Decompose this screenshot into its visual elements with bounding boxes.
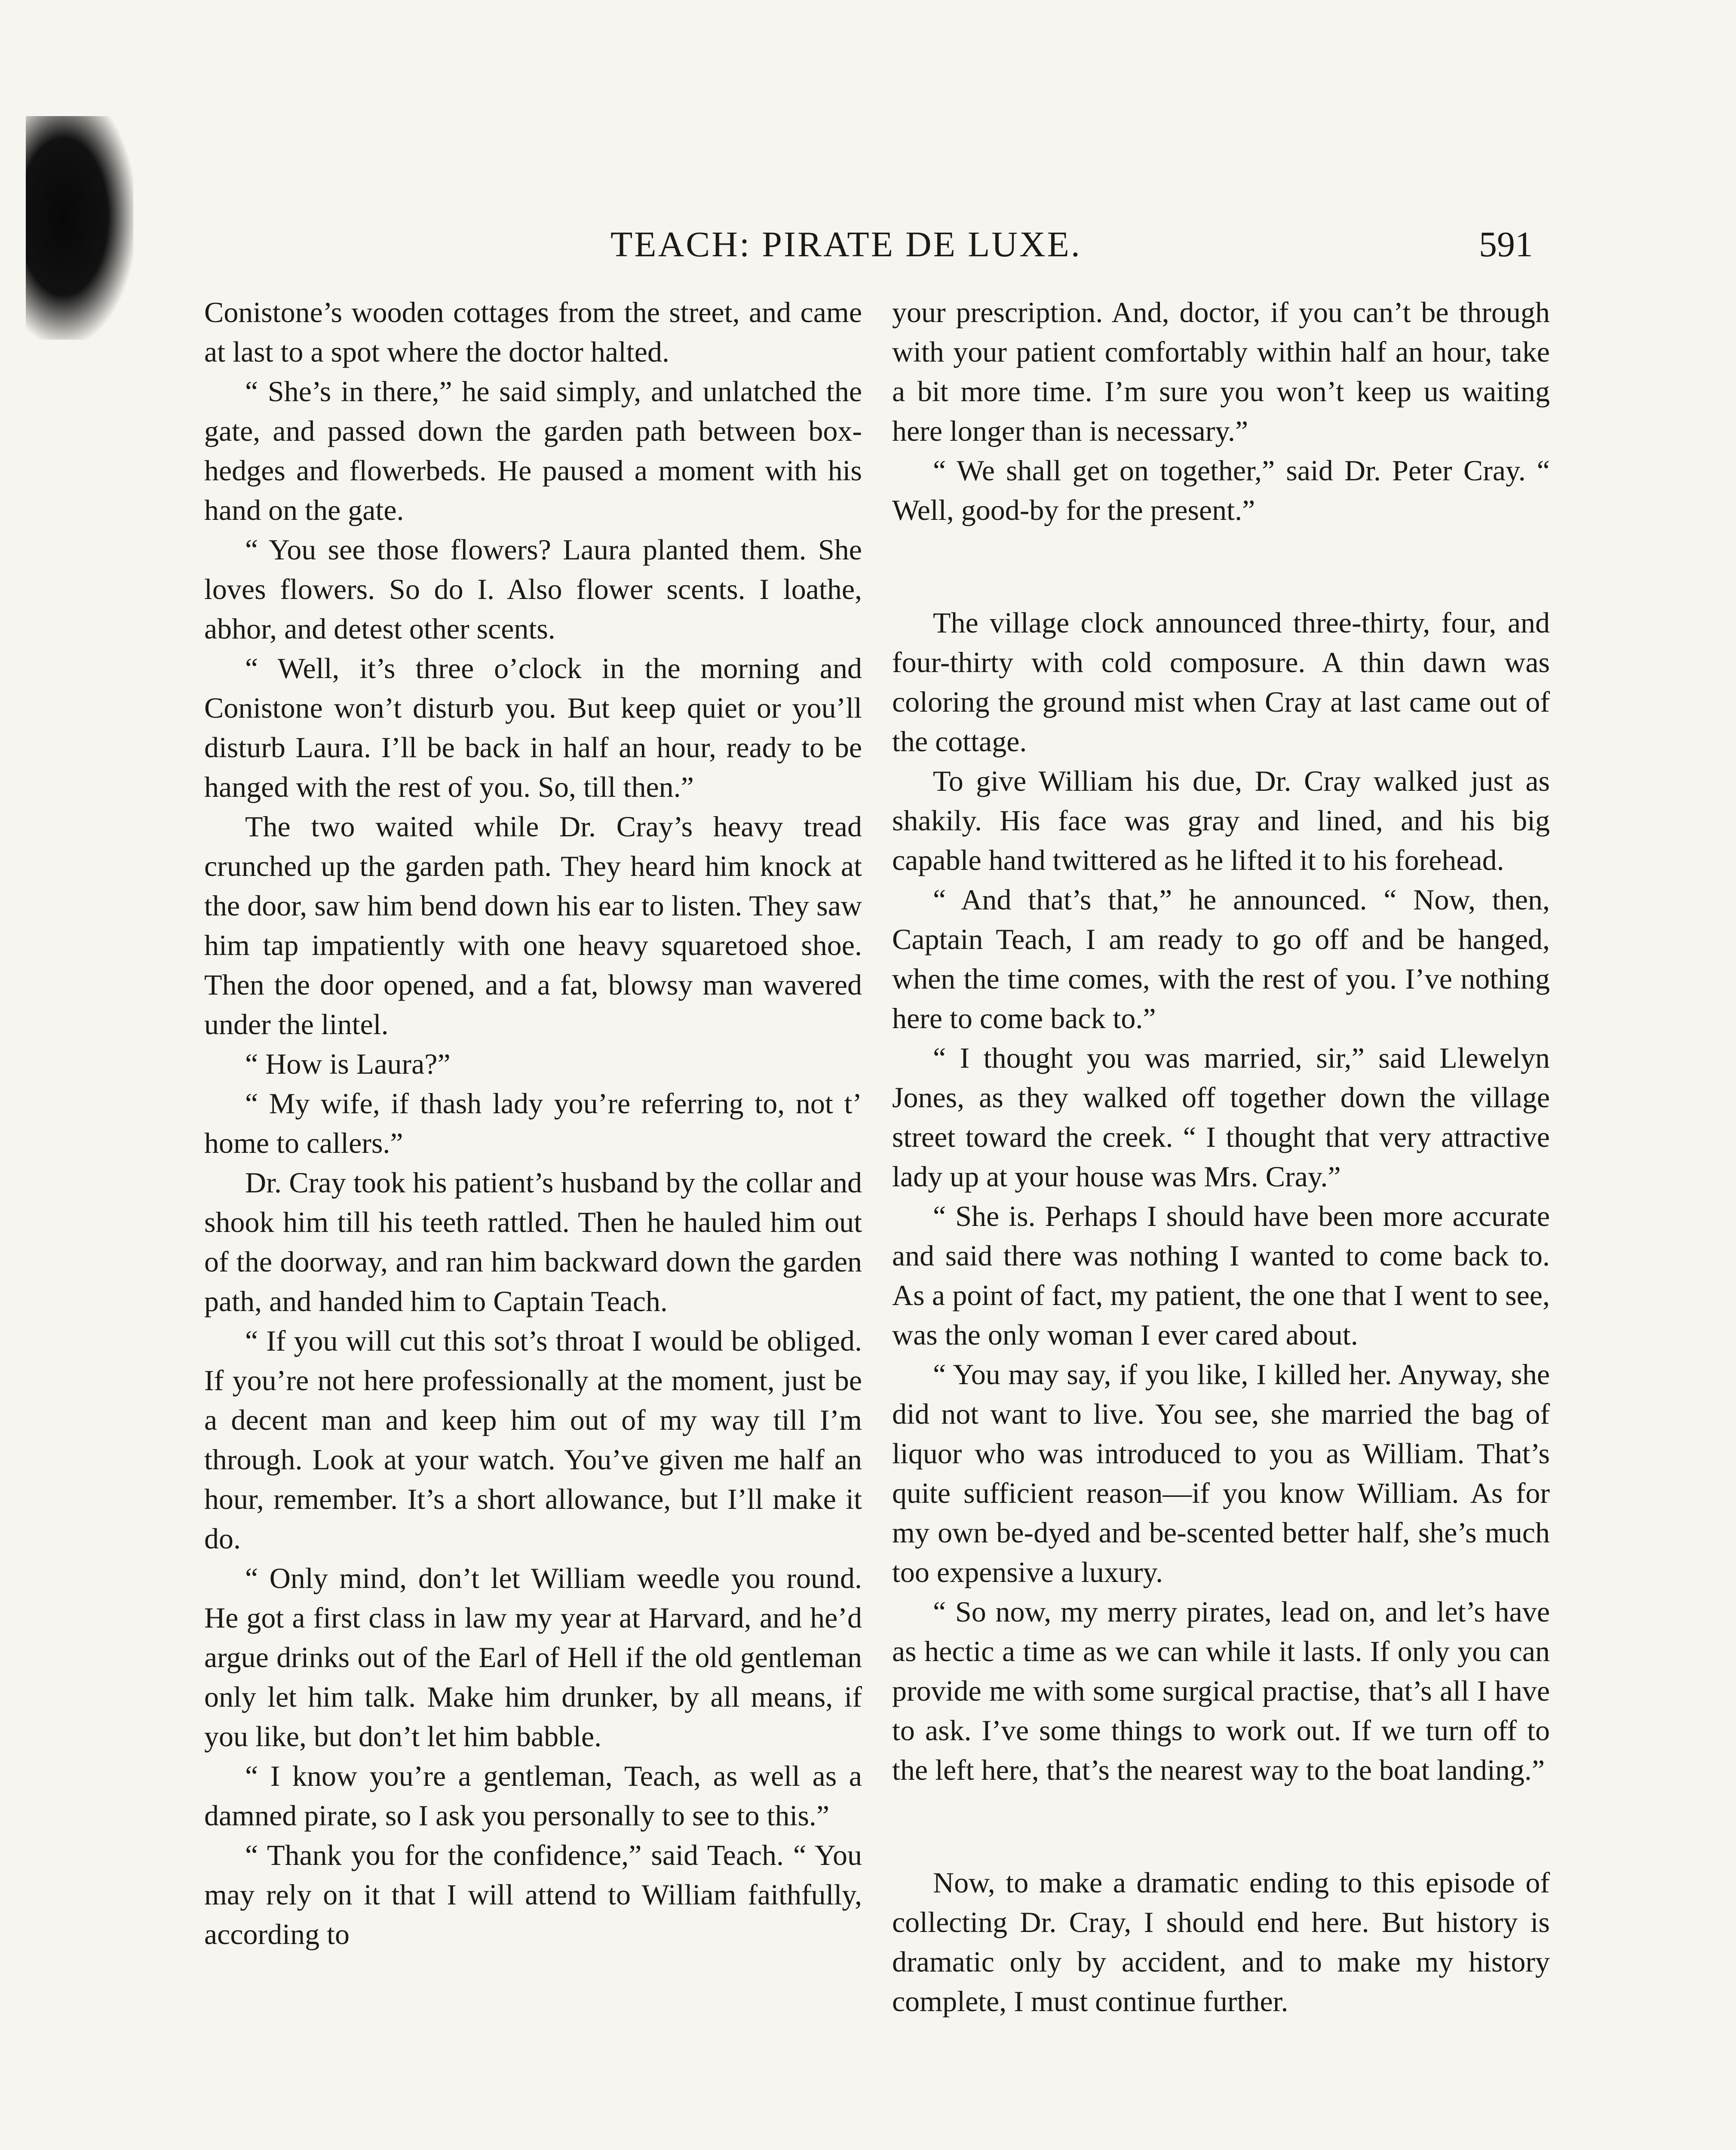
paragraph: “ Thank you for the confidence,” said Teach. “ You may rely on it that I will attend to William faithfully, according to	[204, 1839, 862, 1950]
running-head: TEACH: PIRATE DE LUXE.	[610, 224, 1082, 264]
paragraph: your prescription. And, doctor, if you can’t be through with your patient comfortably within half an hour, take a bit more time. I’m sure you won’t keep us waiting here longer than is necessary.”	[892, 296, 1550, 447]
page-header	[0, 224, 1736, 288]
paragraph: “ She is. Perhaps I should have been more accurate and said there was nothing I wanted to come back to. As a point of fact, my patient, the one that I went to see, was the only woman I ever cared about.	[892, 1200, 1550, 1351]
paragraph: “ You may say, if you like, I killed her. Anyway, she did not want to live. You see, she married the bag of liquor who was introduced to you as William. That’s quite sufficient reason—if you know William. As for my own be-dyed and be-scented better half, she’s much too expensive a luxury.	[892, 1358, 1550, 1588]
paragraph: “ We shall get on together,” said Dr. Peter Cray. “ Well, good-by for the present.”	[892, 454, 1550, 526]
paragraph: “ So now, my merry pirates, lead on, and let’s have as hectic a time as we can while it lasts. If only you can provide me with some surgical practise, that’s all I have to ask. I’ve some things to work out. If we turn off to the left here, that’s the nearest way to the boat landing.”	[892, 1595, 1550, 1786]
paragraph: “ And that’s that,” he announced. “ Now, then, Captain Teach, I am ready to go off and be hanged, when the time comes, with the rest of you. I’ve nothing here to come back to.”	[892, 883, 1550, 1035]
right-column	[892, 292, 1550, 2021]
page-number: 591	[1479, 224, 1533, 264]
paragraph: “ My wife, if thash lady you’re referring to, not t’ home to callers.”	[204, 1087, 862, 1159]
paragraph: To give William his due, Dr. Cray walked just as shakily. His face was gray and lined, and his big capable hand twittered as he lifted it to his forehead.	[892, 765, 1550, 876]
paragraph: Conistone’s wooden cottages from the street, and came at last to a spot where the doctor halted.	[204, 296, 862, 368]
paragraph: The two waited while Dr. Cray’s heavy tread crunched up the garden path. They heard him knock at the door, saw him bend down his ear to listen. They saw him tap impatiently with one heavy squaretoed shoe. Then the door opened, and a fat, blowsy man wavered under the lintel.	[204, 810, 862, 1041]
paragraph: “ She’s in there,” he said simply, and unlatched the gate, and passed down the garden path between box-hedges and flowerbeds. He paused a moment with his hand on the gate.	[204, 375, 862, 526]
paragraph: “ Well, it’s three o’clock in the morning and Conistone won’t disturb you. But keep quiet or you’ll disturb Laura. I’ll be back in half an hour, ready to be hanged with the rest of you. So, till then.”	[204, 652, 862, 803]
paragraph: Now, to make a dramatic ending to this episode of collecting Dr. Cray, I should end here. But history is dramatic only by accident, and to make my history complete, I must continue further.	[892, 1866, 1550, 2018]
paragraph: “ You see those flowers? Laura planted them. She loves flowers. So do I. Also flower scents. I loathe, abhor, and detest other scents.	[204, 533, 862, 645]
paragraph: “ Only mind, don’t let William weedle you round. He got a first class in law my year at Harvard, and he’d argue drinks out of the Earl of Hell if the old gentleman only let him talk. Make him drunker, by all means, if you like, but don’t let him babble.	[204, 1562, 862, 1753]
left-column	[204, 292, 862, 1954]
paragraph: The village clock announced three-thirty, four, and four-thirty with cold composure. A thin dawn was coloring the ground mist when Cray at last came out of the cottage.	[892, 606, 1550, 758]
paragraph: “ If you will cut this sot’s throat I would be obliged. If you’re not here professionally at the moment, just be a decent man and keep him out of my way till I’m through. Look at your watch. You’ve given me half an hour, remember. It’s a short allowance, but I’ll make it do.	[204, 1324, 862, 1555]
paragraph: “ How is Laura?”	[245, 1047, 451, 1080]
paragraph: Dr. Cray took his patient’s husband by the collar and shook him till his teeth rattled. Then he hauled him out of the doorway, and ran him backward down the garden path, and handed him to Captain Teach.	[204, 1166, 862, 1318]
paragraph: “ I thought you was married, sir,” said Llewelyn Jones, as they walked off together down the village street toward the creek. “ I thought that very attractive lady up at your house was Mrs. Cray.”	[892, 1041, 1550, 1193]
paragraph: “ I know you’re a gentleman, Teach, as well as a damned pirate, so I ask you personally to see to this.”	[204, 1760, 862, 1832]
